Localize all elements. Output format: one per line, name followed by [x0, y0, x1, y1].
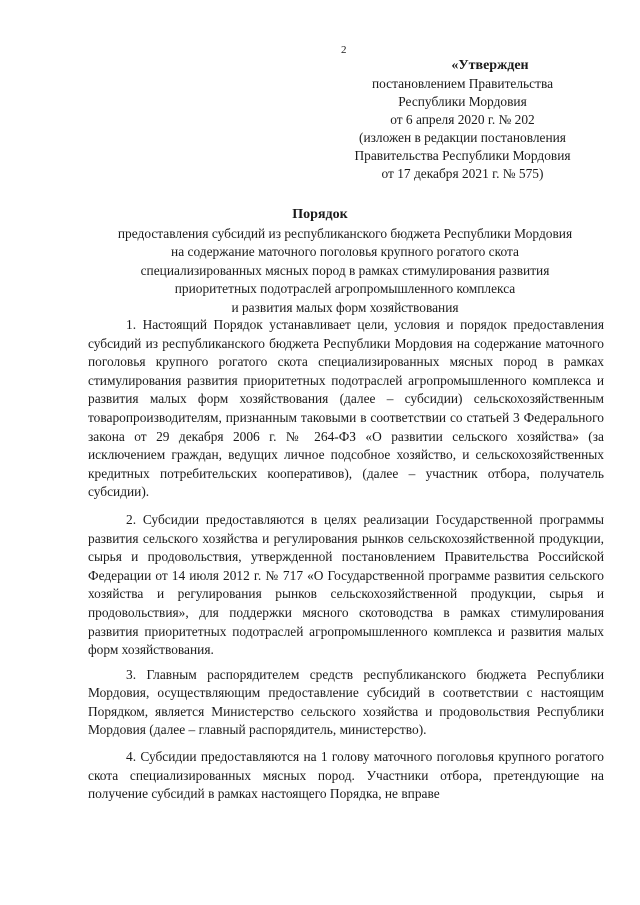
subtitle-line: и развития малых форм хозяйствования: [231, 299, 459, 315]
document-body: [88, 316, 604, 813]
paragraph-4: 4. Субсидии предоставляются на 1 голову маточного поголовья крупного рогатого скота специализированных мясных пород. Участники отбора, претендующие на получение субсидий в рамках настоящего Порядка, не вправе: [88, 749, 604, 802]
subtitle-line: приоритетных подотраслей агропромышленного комплекса: [174, 281, 516, 297]
paragraph-1: 1. Настоящий Порядок устанавливает цели, условия и порядок предоставления субсидий из республиканского бюджета Республики Мордовия на содержание маточного поголовья крупного рогатого скота специализированных мясных пород в рамках стимулирования развития приоритетных подотраслей агропромышленного комплекса и развития малых форм хозяйствования (далее – субсидии) сельскохозяйственным товаропроизводителям, признанным таковыми в соответствии со статьей 3 Федерального закона от 29 декабря 2006 г. № 264-ФЗ «О развитии сельского хозяйства» (за исключением граждан, ведущих личное подсобное хозяйство, и сельскохозяйственных кредитных потребительских кооперативов), (далее – участник отбора, получатель субсидии).: [88, 317, 604, 500]
paragraph-3: 3. Главным распорядителем средств республиканского бюджета Республики Мордовия, осуществляющим предоставление субсидий в соответствии с настоящим Порядком, является Министерство сельского хозяйства и продовольствия Республики Мордовия (далее – главный распорядитель, министерство).: [88, 666, 604, 738]
approval-line: Республики Мордовия: [398, 94, 527, 109]
subtitle-line: на содержание маточного поголовья крупного рогатого скота: [171, 244, 519, 260]
approval-stamp-block: [330, 57, 595, 183]
approval-line: от 17 декабря 2021 г. № 575): [381, 166, 544, 181]
approval-heading: «Утвержден: [451, 58, 529, 73]
subtitle-line: специализированных мясных пород в рамках стимулирования развития: [140, 262, 550, 278]
approval-line: (изложен в редакции постановления: [359, 130, 566, 145]
approval-line: постановлением Правительства: [371, 76, 554, 91]
approval-line: Правительства Республики Мордовия: [354, 148, 571, 163]
document-subtitle: [85, 225, 605, 317]
approval-line: от 6 апреля 2020 г. № 202: [390, 112, 535, 127]
page-number: 2: [341, 44, 347, 56]
document-title: Порядок: [292, 207, 348, 222]
subtitle-line: предоставления субсидий из республиканского бюджета Республики Мордовия: [117, 226, 573, 241]
paragraph-2: 2. Субсидии предоставляются в целях реализации Государственной программы развития сельского хозяйства и регулирования рынков сельскохозяйственной продукции, сырья и продовольствия, утвержденной постановлением Правительства Российской Федерации от 14 июля 2012 г. № 717 «О Государственной программе развития сельского хозяйства и регулирования рынков сельскохозяйственной продукции, сырья и продовольствия», для поддержки мясного скотоводства в рамках стимулирования развития приоритетных подотраслей агропромышленного комплекса и развития малых форм хозяйствования.: [88, 511, 604, 658]
